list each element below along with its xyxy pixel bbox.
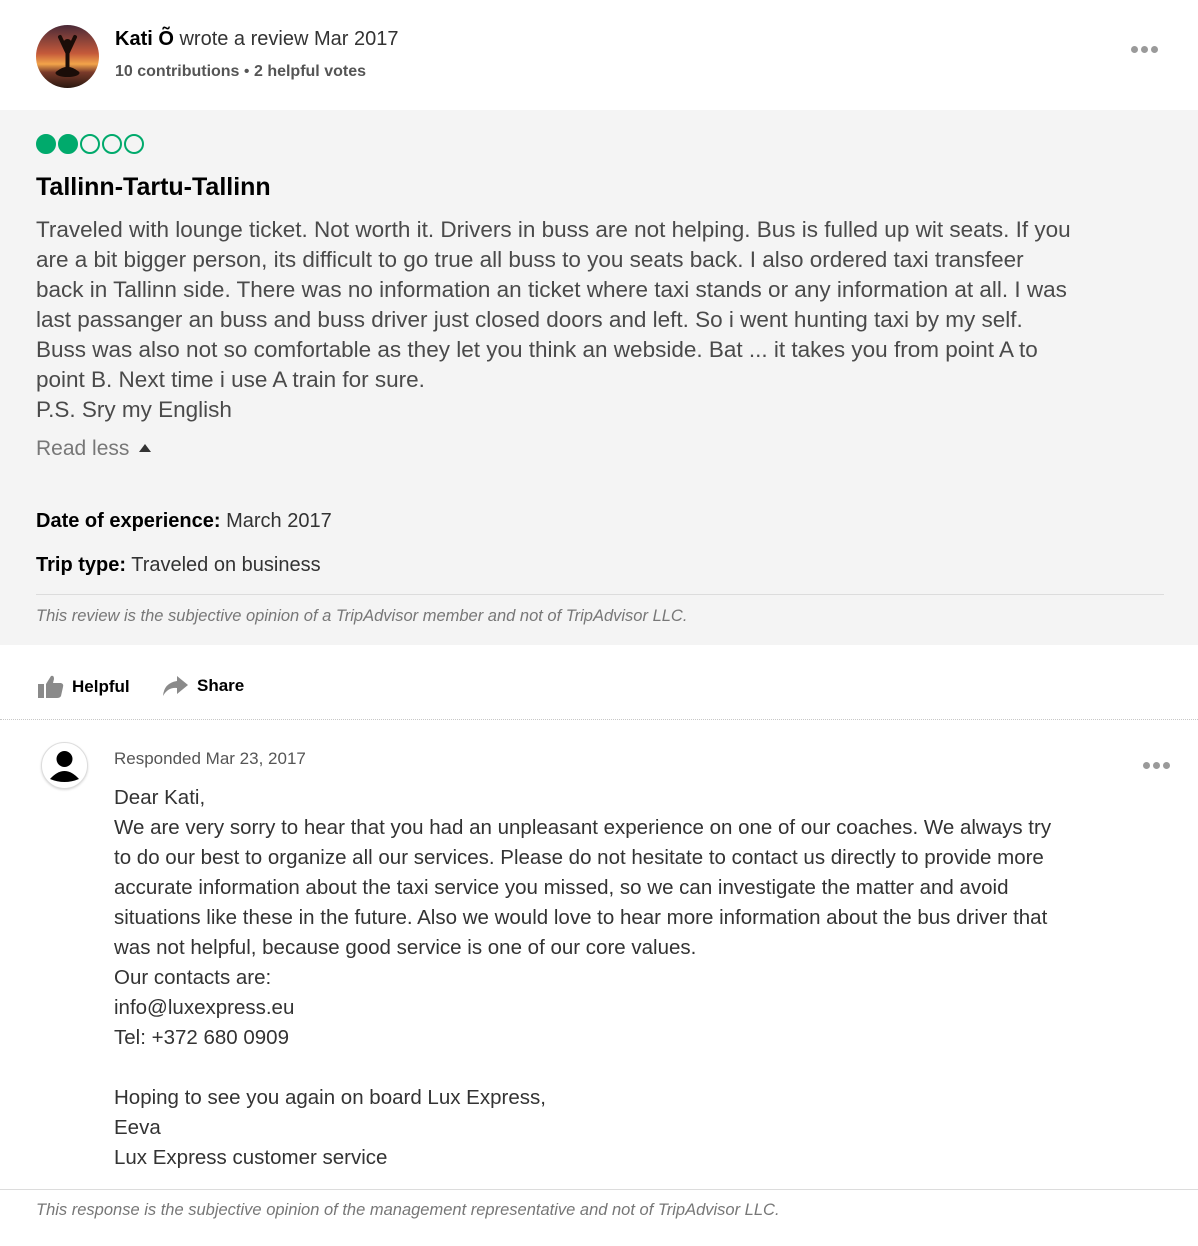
- response-date: Responded Mar 23, 2017: [114, 749, 306, 768]
- response-text-line: Dear Kati,: [114, 786, 206, 809]
- reviewer-stats: [115, 63, 366, 81]
- thumbs-up-icon: [37, 675, 64, 699]
- response-text-line: was not helpful, because good service is one of our core values.: [114, 936, 697, 959]
- stats-separator: •: [243, 63, 250, 80]
- share-arrow-icon: [162, 675, 189, 697]
- review-text-line: point B. Next time i use A train for sure.: [36, 367, 425, 392]
- helpful-button[interactable]: [37, 675, 130, 699]
- date-of-experience-label: Date of experience:: [36, 510, 221, 532]
- response-phone: Tel: +372 680 0909: [114, 1026, 289, 1049]
- review-disclaimer: This review is the subjective opinion of a TripAdvisor member and not of TripAdvisor LLC.: [36, 607, 688, 625]
- response-text-line: Eeva: [114, 1116, 161, 1139]
- response-text-line: Lux Express customer service: [114, 1146, 388, 1169]
- review-text-line: are a bit bigger person, its difficult to go true all buss to you seats back. I also ordered taxi transfeer: [36, 247, 1024, 272]
- review-action: wrote a review Mar 2017: [179, 28, 399, 50]
- date-of-experience-value: March 2017: [226, 510, 332, 532]
- review-text-line: back in Tallinn side. There was no information an ticket where taxi stands or any information at all. I was: [36, 277, 1067, 302]
- rating-bubble-empty: [102, 134, 122, 154]
- review-header: [0, 0, 1198, 110]
- review-title[interactable]: Tallinn-Tartu-Tallinn: [36, 173, 271, 201]
- more-options-icon[interactable]: [1143, 756, 1173, 774]
- response-text-line: Our contacts are:: [114, 966, 272, 989]
- response-text-line: to do our best to organize all our services. Please do not hesitate to contact us directly to provide more: [114, 846, 1044, 869]
- helpful-votes-count: 2 helpful votes: [253, 63, 366, 80]
- contributions-count: 10 contributions: [115, 63, 240, 80]
- divider: [0, 1189, 1198, 1190]
- review-actions: [0, 645, 1198, 720]
- reviewer-avatar[interactable]: [36, 25, 99, 88]
- response-email[interactable]: info@luxexpress.eu: [114, 996, 295, 1019]
- reviewer-name[interactable]: Kati Õ: [115, 28, 174, 50]
- reviewer-line: [115, 28, 398, 51]
- divider: [36, 594, 1164, 595]
- more-options-icon[interactable]: [1131, 40, 1161, 58]
- response-text-line: Hoping to see you again on board Lux Express,: [114, 1086, 546, 1109]
- response-disclaimer: This response is the subjective opinion of the management representative and not of TripAdvisor LLC.: [36, 1201, 780, 1219]
- date-of-experience: [36, 510, 332, 533]
- response-text: [114, 783, 1051, 1173]
- rating-bubble-empty: [124, 134, 144, 154]
- rating-bubble-empty: [80, 134, 100, 154]
- rating-bubble-filled: [58, 134, 78, 154]
- review-text-line: Buss was also not so comfortable as they let you think an webside. Bat ... it takes you from point A to: [36, 337, 1038, 362]
- review-text-line: Traveled with lounge ticket. Not worth it. Drivers in buss are not helping. Bus is fulled up wit seats. If you: [36, 217, 1071, 242]
- response-text-line: [114, 1053, 1051, 1083]
- share-button[interactable]: [162, 675, 244, 697]
- rating-bubble-filled: [36, 134, 56, 154]
- review-body: [0, 110, 1198, 645]
- response-text-line: situations like these in the future. Also we would love to hear more information about the bus driver that: [114, 906, 1048, 929]
- review-text: [36, 215, 1166, 425]
- read-less-button[interactable]: [36, 437, 151, 461]
- review-text-line: P.S. Sry my English: [36, 397, 232, 422]
- response-text-line: We are very sorry to hear that you had an unpleasant experience on one of our coaches. We always try: [114, 816, 1052, 839]
- trip-type: [36, 554, 321, 577]
- caret-up-icon: [139, 444, 151, 452]
- person-silhouette-icon: [42, 743, 87, 788]
- responder-avatar: [41, 742, 88, 789]
- response-text-line: accurate information about the taxi service you missed, so we can investigate the matter and avoid: [114, 876, 1009, 899]
- read-less-label: Read less: [36, 437, 130, 460]
- review-text-line: last passanger an buss and buss driver just closed doors and left. So i went hunting taxi by my self.: [36, 307, 1023, 332]
- trip-type-value: Traveled on business: [131, 554, 321, 576]
- rating-bubbles: [36, 134, 146, 156]
- trip-type-label: Trip type:: [36, 554, 127, 576]
- helpful-label: Helpful: [72, 677, 130, 696]
- share-label: Share: [197, 676, 245, 695]
